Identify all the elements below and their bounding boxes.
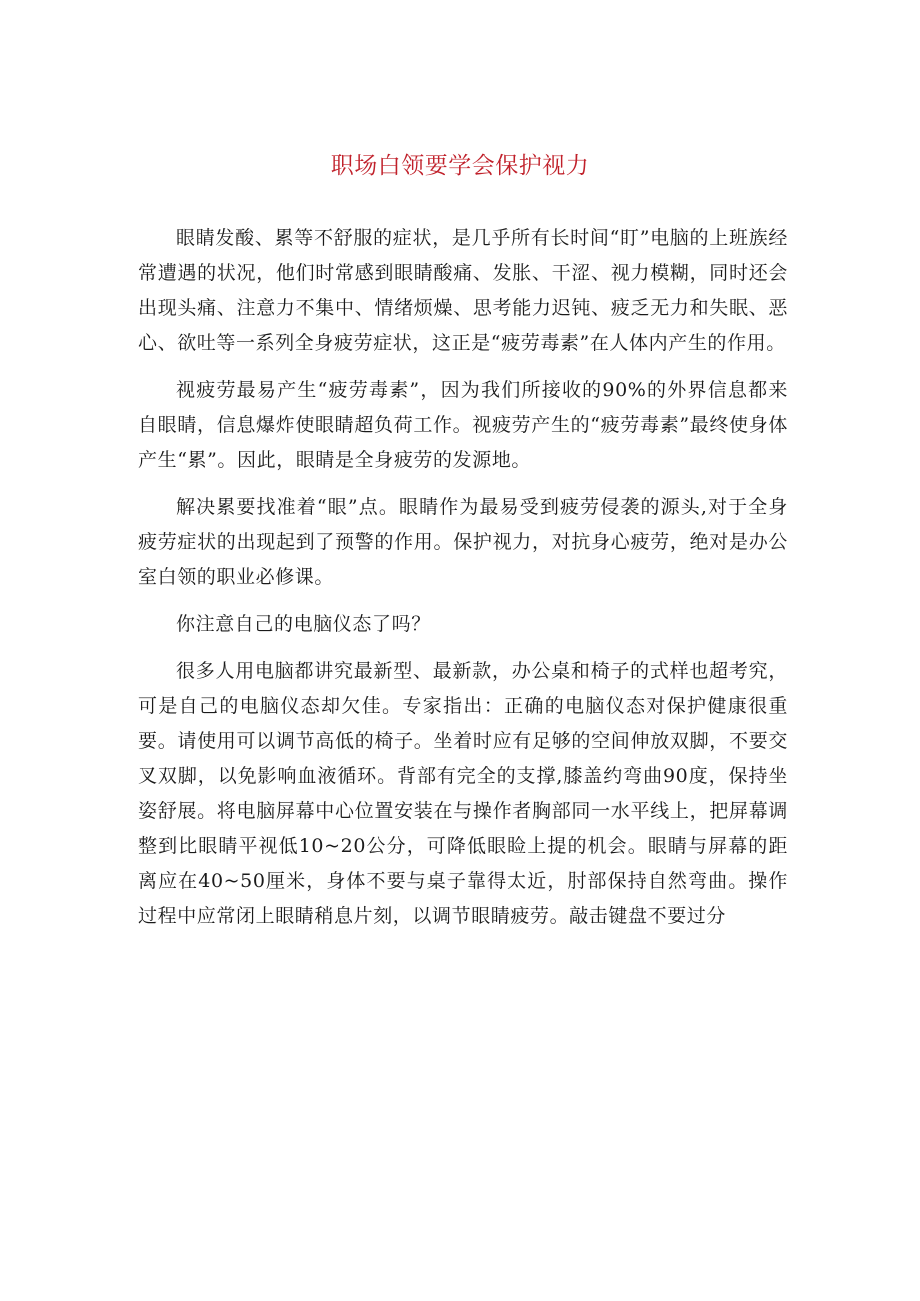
paragraph-eye-fatigue-symptoms: 眼睛发酸、累等不舒服的症状，是几乎所有长时间“盯”电脑的上班族经常遭遇的状况，他们时常感到眼睛酸痛、发胀、干涩、视力模糊，同时还会出现头痛、注意力不集中、情绪烦燥、思考能力迟钝、疲乏无力和失眠、恶心、欲吐等一系列全身疲劳症状，这正是“疲劳毒素”在人体内产生的作用。	[138, 227, 788, 354]
paragraph-computer-posture: 很多人用电脑都讲究最新型、最新款，办公桌和椅子的式样也超考究，可是自己的电脑仪态却欠佳。专家指出：正确的电脑仪态对保护健康很重要。请使用可以调节高低的椅子。坐着时应有足够的空间伸放双脚，不要交叉双脚，以免影响血液循环。背部有完全的支撑,膝盖约弯曲90度，保持坐姿舒展。将电脑屏幕中心位置安装在与操作者胸部同一水平线上，把屏幕调整到比眼睛平视低10~20公分，可降低眼睑上提的机会。眼睛与屏幕的距离应在40~50厘米，身体不要与桌子靠得太近，肘部保持自然弯曲。操作过程中应常闭上眼睛稍息片刻，以调节眼睛疲劳。敲击键盘不要过分	[138, 660, 788, 927]
paragraph-subheading-posture: 你注意自己的电脑仪态了吗？	[176, 613, 431, 635]
paragraph-fatigue-toxin: 视疲劳最易产生“疲劳毒素”，因为我们所接收的90%的外界信息都来自眼睛，信息爆炸使眼睛超负荷工作。视疲劳产生的“疲劳毒素”最终使身体产生“累”。因此，眼睛是全身疲劳的发源地。	[138, 379, 788, 471]
paragraph-eye-focus: 解决累要找准着“眼”点。眼睛作为最易受到疲劳侵袭的源头,对于全身疲劳症状的出现起到了预警的作用。保护视力，对抗身心疲劳，绝对是办公室白领的职业必修课。	[138, 496, 788, 588]
document-title: 职场白领要学会保护视力	[330, 153, 590, 179]
document-body	[138, 221, 788, 946]
